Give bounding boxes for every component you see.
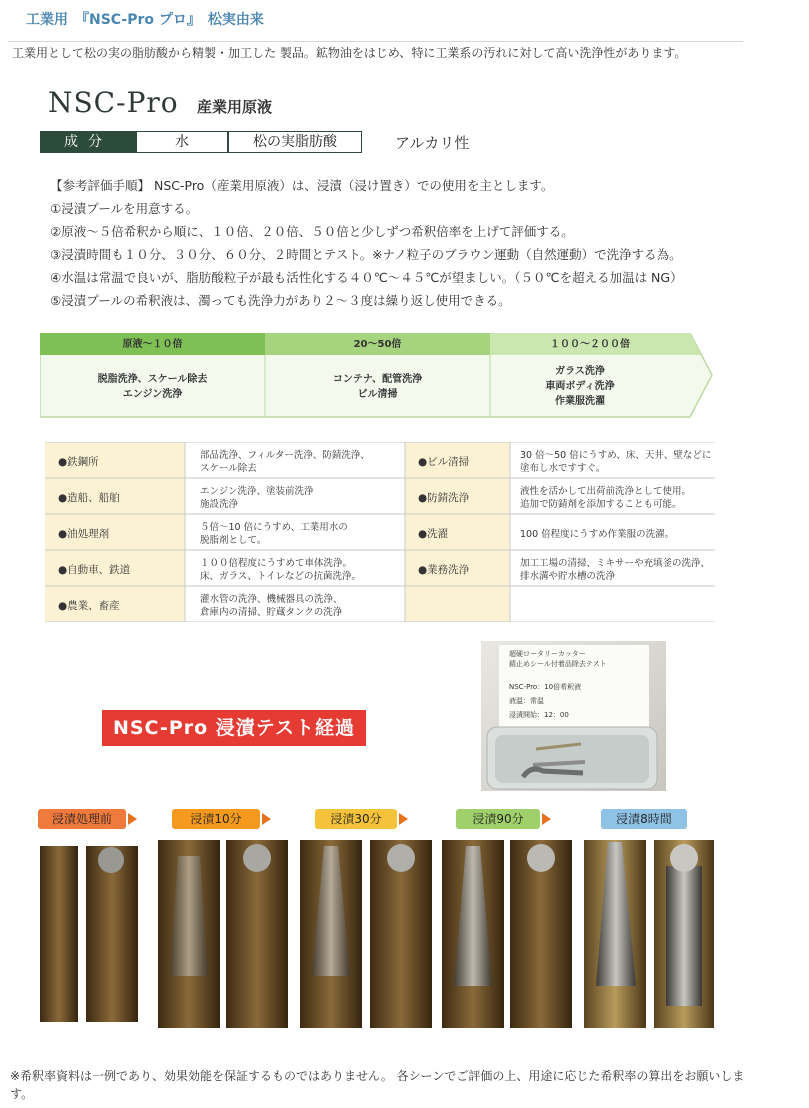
divider xyxy=(8,41,743,42)
use-item: ビル清掃 xyxy=(357,389,398,400)
arrow-icon xyxy=(399,813,408,825)
arrow-icon xyxy=(262,813,271,825)
usage-line: 排水溝や貯水槽の洗浄 xyxy=(520,571,616,582)
industry-cell: ●油処理剤 xyxy=(58,528,110,540)
dilution-uses-2 xyxy=(265,372,490,402)
industry-cell: ●ビル清掃 xyxy=(418,456,470,468)
industry-cell: ●鉄鋼所 xyxy=(58,456,99,468)
usage-cell xyxy=(200,521,348,547)
dilution-uses-1 xyxy=(40,372,265,402)
photo-30min xyxy=(300,840,432,1028)
industry-cell: ●洗濯 xyxy=(418,528,449,540)
stage-label-1: 浸漬10分 xyxy=(172,809,260,829)
ingredients-label: 成分 xyxy=(40,131,136,153)
usage-cell xyxy=(200,485,314,511)
step-5: ⑤浸漬プールの希釈液は、濁っても洗浄力があり２～３度は繰り返し使用できる。 xyxy=(50,293,511,308)
brand-subtitle: 産業用原液 xyxy=(197,98,273,116)
disclaimer-note: ※希釈率資料は一例であり、効果効能を保証するものではありません。 各シーンでご評価の上、用途に応じた希釈率の算出をお願いします。 xyxy=(10,1069,745,1101)
step-2: ②原液～５倍希釈から順に、１０倍、２０倍、５０倍と少しずつ希釈倍率を上げて評価する。 xyxy=(50,224,574,239)
dilution-range-2: 20～50倍 xyxy=(353,339,402,350)
usage-line: エンジン洗浄、塗装前洗浄 xyxy=(200,486,314,497)
usage-line: 液性を活かして出荷前洗浄として使用。 xyxy=(520,486,692,497)
stage-label-0: 浸漬処理前 xyxy=(38,809,126,829)
stage-label-3: 浸漬90分 xyxy=(456,809,540,829)
photo-8hours xyxy=(584,840,714,1028)
industry-cell: ●防錆洗浄 xyxy=(418,492,470,504)
usage-line: 30 倍～50 倍にうすめ、床、天井、壁などに xyxy=(520,450,712,461)
card-line: 超硬ロータリーカッター xyxy=(509,650,586,658)
arrow-icon xyxy=(128,813,137,825)
dilution-range-1: 原液～１０倍 xyxy=(122,339,183,350)
step-3: ③浸漬時間も１０分、３０分、６０分、２時間とテスト。※ナノ粒子のブラウン運動（自然運動）で洗浄する為。 xyxy=(50,247,682,262)
step-intro: 【参考評価手順】 NSC-Pro（産業用原液）は、浸漬（浸け置き）での使用を主とします。 xyxy=(50,178,554,193)
stage-label-2: 浸漬30分 xyxy=(315,809,397,829)
arrow-icon xyxy=(542,813,551,825)
industry-cell: ●業務洗浄 xyxy=(418,564,470,576)
use-item: 車両ボディ洗浄 xyxy=(545,381,615,392)
usage-line: １００倍程度にうすめて車体洗浄。 xyxy=(200,558,353,569)
photo-before xyxy=(40,846,138,1022)
card-line: 液温：常温 xyxy=(509,697,544,705)
usage-line: 100 倍程度にうすめ作業服の洗濯。 xyxy=(520,529,675,540)
ph-property: アルカリ性 xyxy=(395,134,470,152)
dilution-range-3: １００～２００倍 xyxy=(550,339,630,350)
step-1: ①浸漬プールを用意する。 xyxy=(50,201,199,216)
industry-cell: ●自動車、鉄道 xyxy=(58,564,131,576)
page-title: 工業用 『NSC-Pro プロ』 松実由来 xyxy=(26,12,264,28)
use-item: エンジン洗浄 xyxy=(122,389,183,400)
stage-label-4: 浸漬8時間 xyxy=(601,809,687,829)
usage-line: 床、ガラス、トイレなどの抗菌洗浄。 xyxy=(200,571,362,582)
usage-cell xyxy=(200,557,361,583)
usage-cell xyxy=(520,557,710,583)
dilution-uses-3 xyxy=(490,364,670,409)
industry-cell: ●造船、船舶 xyxy=(58,492,120,504)
step-4: ④水温は常温で良いが、脂肪酸粒子が最も活性化する４０℃～４５℃が望ましい。（５０℃を超える加温は NG） xyxy=(50,270,683,285)
tool-photos xyxy=(38,836,718,1032)
use-item: ガラス洗浄 xyxy=(555,366,605,377)
usage-line: スケール除去 xyxy=(200,463,257,474)
usage-line: 部品洗浄、フィルター洗浄、防錆洗浄、 xyxy=(200,450,370,461)
brand-name: NSC-Pro xyxy=(48,86,179,119)
usage-cell xyxy=(520,528,674,541)
usage-cell xyxy=(200,449,370,475)
industry-cell: ●農業、畜産 xyxy=(58,600,120,612)
card-line: 錆止めシール付着品除去テスト xyxy=(509,660,607,668)
test-banner: NSC-Pro 浸漬テスト経過 xyxy=(102,710,366,746)
intro-text: 工業用として松の実の脂肪酸から精製・加工した 製品。鉱物油をはじめ、特に工業系の汚れに対して高い洗浄性があります。 xyxy=(12,46,687,60)
photo-90min xyxy=(442,840,572,1028)
usage-line: 倉庫内の清掃、貯蔵タンクの洗浄 xyxy=(200,607,343,618)
ingredient-fatty-acid: 松の実脂肪酸 xyxy=(228,131,362,153)
usage-cell xyxy=(520,449,711,475)
card-line: NSC-Pro：10倍希釈液 xyxy=(509,683,582,691)
usage-line: 脱脂剤として。 xyxy=(200,535,267,546)
usage-line: 施設洗浄 xyxy=(200,499,239,510)
usage-line: 灌水管の洗浄、機械器具の洗浄、 xyxy=(200,594,343,605)
use-item: 作業服洗濯 xyxy=(555,396,605,407)
use-item: コンテナ、配管洗浄 xyxy=(332,374,423,385)
photo-10min xyxy=(158,840,288,1028)
ingredient-water: 水 xyxy=(136,131,228,153)
usage-cell xyxy=(200,593,343,619)
usage-line: 塗布し水ですすぐ。 xyxy=(520,463,606,474)
card-line: 浸漬開始：12：00 xyxy=(509,711,569,719)
usage-line: 加工工場の清掃、ミキサーや充填釜の洗浄、 xyxy=(520,558,711,569)
usage-line: ５倍～10 倍にうすめ、工業用水の xyxy=(200,522,348,533)
evaluation-steps xyxy=(50,174,683,312)
use-item: 脱脂洗浄、スケール除去 xyxy=(97,374,208,385)
usage-cell xyxy=(520,485,691,511)
usage-line: 追加で防錆剤を添加することも可能。 xyxy=(520,499,682,510)
